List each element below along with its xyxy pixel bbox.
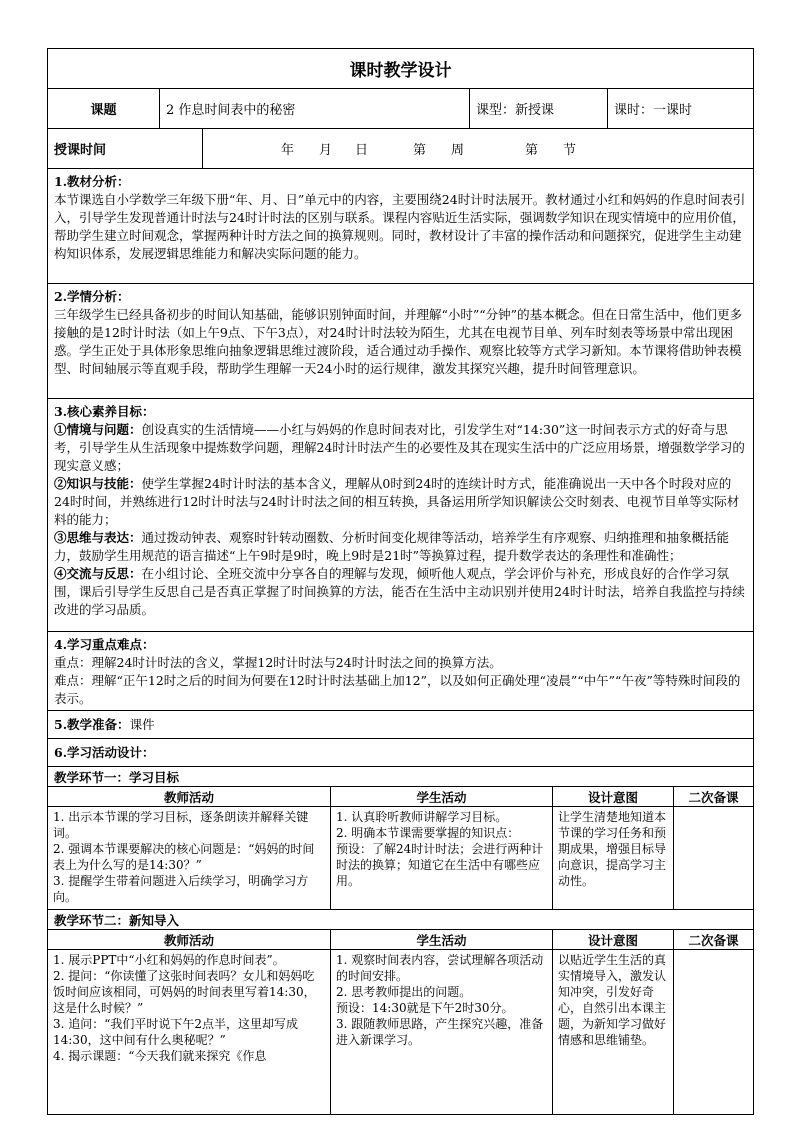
stage2-title-row <box>48 910 753 930</box>
stage2-student <box>331 950 553 1114</box>
header-teacher: 教师活动 <box>48 930 331 949</box>
section-text: 节 <box>563 143 577 158</box>
stage1-content-row <box>48 807 753 910</box>
goal-item-4 <box>54 565 747 619</box>
student-analysis <box>48 284 753 399</box>
goal-lead-3: ③思维与表达： <box>54 530 142 545</box>
stage2-header-row <box>48 930 753 950</box>
stage2-design-text: 以贴近学生生活的真实情境导入，激发认知冲突，引发好奇心，自然引出本课主题，为新知学习做好情感和思维铺垫。 <box>558 953 667 1047</box>
goal-lead-1: ①情境与问题： <box>54 422 142 437</box>
stage1-teacher <box>48 807 331 909</box>
stage1-teacher-item: 2. 强调本节课要解决的核心问题是：“妈妈的时间表上为什么写的是14:30？” <box>53 842 315 872</box>
stage2-student-item: 2. 思考教师提出的问题。 <box>336 985 472 999</box>
stage1-teacher-item: 1. 出示本节课的学习目标，逐条朗读并解释关键词。 <box>53 810 309 840</box>
prep-heading: 5.教学准备： <box>54 716 130 732</box>
section-pre-text: 第 <box>525 143 539 158</box>
goal-item-3 <box>54 529 747 565</box>
goal-text-4: 在小组讨论、全班交流中分享各自的理解与发现，倾听他人观点，学会评价与补充，形成良好的合作学习氛围，课后引导学生反思自己是否真正掌握了时间换算的方法，能否在生活中主动识别并使用24时计时法，培养自我监控与持续改进的学习品质。 <box>54 566 745 617</box>
header-second: 二次备课 <box>688 932 739 948</box>
stage1-design-text: 让学生清楚地知道本节课的学习任务和预期成果，增强目标导向意识，提高学习主动性。 <box>558 810 667 888</box>
goal-lead-4: ④交流与反思： <box>54 566 142 581</box>
stage2-student-item: 1. 观察时间表内容，尝试理解各项活动的时间安排。 <box>336 953 544 983</box>
document-title <box>48 49 753 89</box>
stage1-teacher-item: 3. 提醒学生带着问题进入后续学习，明确学习方向。 <box>53 874 309 904</box>
goal-item-1 <box>54 421 747 475</box>
lesson-type: 课型：新授课 <box>470 89 608 128</box>
stage1-student-item: 预设：了解24时计时法；会进行两种计时法的换算；知道它在生活中有哪些应用。 <box>336 842 544 888</box>
header-second: 二次备课 <box>688 789 739 805</box>
key-difficult <box>48 632 753 711</box>
header-student: 学生活动 <box>331 930 553 949</box>
stage1-title: 教学环节一：学习目标 <box>54 769 180 785</box>
stage1-second <box>674 807 753 909</box>
student-heading: 2.学情分析： <box>54 289 130 304</box>
stage1-student <box>331 807 553 909</box>
activity-design-row <box>48 739 753 767</box>
topic-label: 课题 <box>48 89 160 128</box>
month-text: 月 <box>319 143 333 158</box>
title-text: 课时教学设计 <box>349 61 452 81</box>
stage2-design <box>553 950 674 1114</box>
stage2-teacher-item: 2. 提问：“你读懂了这张时间表吗？女儿和妈妈吃饭时间应该相同，可妈妈的时间表里写着14:30，这是什么时候？” <box>53 969 316 1015</box>
stage2-student-item: 3. 跟随教师思路，产生探究兴趣，准备进入新课学习。 <box>336 1017 544 1047</box>
stage1-design <box>553 807 674 909</box>
time-label: 授课时间 <box>48 129 203 168</box>
header-teacher: 教师活动 <box>48 787 331 806</box>
key-heading: 4.学习重点难点： <box>54 637 155 652</box>
lesson-plan-table <box>47 48 754 1115</box>
day-text: 日 <box>355 143 369 158</box>
lesson-period: 课时：一课时 <box>614 103 693 118</box>
stage1-title-row <box>48 767 753 787</box>
stage2-second <box>674 950 753 1114</box>
header-design: 设计意图 <box>553 930 674 949</box>
prep-value: 课件 <box>129 716 155 732</box>
time-fields <box>203 129 753 168</box>
stage2-title: 教学环节二：新知导入 <box>54 912 180 928</box>
goal-text-2: 使学生掌握24时计时法的基本含义，理解从0时到24时的连续计时方式，能准确说出一天中各个时段对应的24时时间，并熟练进行12时计时法与24时计时法之间的相互转换，具备运用所学知识解读公交时刻表、电视节目单等实际材料的能力； <box>54 476 740 527</box>
material-analysis <box>48 169 753 284</box>
stage2-teacher <box>48 950 331 1114</box>
key-point: 重点：理解24时计时法的含义，掌握12时计时法与24时计时法之间的换算方法。 <box>54 655 502 670</box>
stage2-content-row <box>48 950 753 1114</box>
week-text: 周 <box>451 143 465 158</box>
prep-row <box>48 711 753 739</box>
week-pre-text: 第 <box>413 143 427 158</box>
stage2-teacher-item: 1. 展示PPT中“小红和妈妈的作息时间表”。 <box>53 953 285 967</box>
stage1-student-item: 2. 明确本节课需要掌握的知识点： <box>336 826 520 840</box>
info-row <box>48 89 753 129</box>
stage1-student-item: 1. 认真聆听教师讲解学习目标。 <box>336 810 508 824</box>
time-row <box>48 129 753 169</box>
goal-item-2 <box>54 475 747 529</box>
material-heading: 1.教材分析： <box>54 174 130 189</box>
stage1-header-row <box>48 787 753 807</box>
stage2-student-item: 预设：14:30就是下午2时30分。 <box>336 1001 514 1015</box>
stage2-teacher-item: 4. 揭示课题：“今天我们就来探究《作息 <box>53 1049 267 1063</box>
header-student: 学生活动 <box>331 787 553 806</box>
student-body: 三年级学生已经具备初步的时间认知基础，能够识别钟面时间，并理解“小时”“分钟”的基本概念。但在日常生活中，他们更多接触的是12时计时法（如上午9点、下午3点），对24时计时法较为陌生，尤其在电视节目单、列车时刻表等场景中常出现困惑。学生正处于具体形象思维向抽象逻辑思维过渡阶段，适合通过动手操作、观察比较等方式学习新知。本节课将借助钟表模型、时间轴展示等直观手段，帮助学生理解一天24小时的运行规律，激发其探究兴趣，提升时间管理意识。 <box>54 307 743 376</box>
material-body: 本节课选自小学数学三年级下册“年、月、日”单元中的内容，主要围绕24时计时法展开。教材通过小红和妈妈的作息时间表引入，引导学生发现普通计时法与24时计时法的区别与联系。课程内容贴近生活实际，强调数学知识在现实情境中的应用价值，帮助学生建立时间观念，掌握两种计时方法之间的换算规则。同时，教材设计了丰富的操作活动和问题探究，促进学生主动建构知识体系，发展逻辑思维能力和解决实际问题的能力。 <box>54 192 746 261</box>
goal-text-3: 通过拨动钟表、观察时针转动圈数、分析时间变化规律等活动，培养学生有序观察、归纳推理和抽象概括能力，鼓励学生用规范的语言描述“上午9时是9时，晚上9时是21时”等换算过程，提升数学表达的条理性和准确性； <box>54 530 730 563</box>
goal-lead-2: ②知识与技能： <box>54 476 142 491</box>
activity-heading: 6.学习活动设计： <box>54 744 155 760</box>
core-goals <box>48 399 753 632</box>
topic-value: 2 作息时间表中的秘密 <box>160 89 470 128</box>
year-text: 年 <box>281 143 295 158</box>
stage2-teacher-item: 3. 追问：“我们平时说下午2点半，这里却写成14:30，这中间有什么奥秘呢？” <box>53 1017 299 1047</box>
header-design: 设计意图 <box>553 787 674 806</box>
goals-heading: 3.核心素养目标： <box>54 404 155 419</box>
goal-text-1: 创设真实的生活情境——小红与妈妈的作息时间表对比，引发学生对“14:30”这一时间表示方式的好奇与思考，引导学生从生活现象中提炼数学问题，理解24时计时法产生的必要性及其在现实生活中的广泛应用场景，增强数学学习的现实意义感； <box>54 422 745 473</box>
difficult-point: 难点：理解“正午12时之后的时间为何要在12时计时法基础上加12”，以及如何正确处理“凌晨”“中午”“午夜”等特殊时间段的表示。 <box>54 673 741 706</box>
